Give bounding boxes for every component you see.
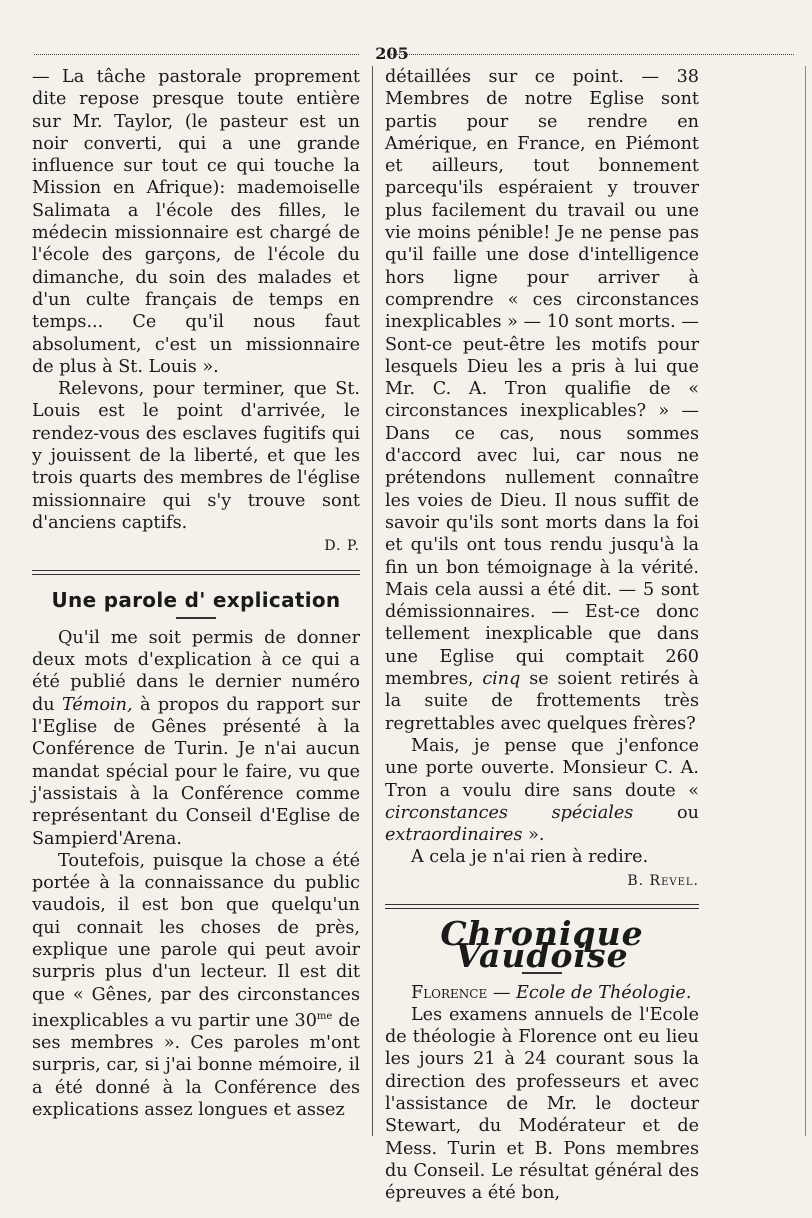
paragraph [385,982,699,1004]
text-run: se soient retirés à la suite de frottements très regrettables avec quelques frères? [385,669,700,734]
place-name: Florence [411,982,488,1003]
page-edge-rule [805,66,806,1136]
italic-text: cinq [482,669,521,690]
superscript: me [316,1010,333,1022]
signature: D. P. [324,538,360,555]
text-run: Toutefois, puisque la chose a été portée à la connaissance du public vaudois, il est bon que quelqu'un qui connait les choses de près, explique une parole qui peut avoir surpris plus d'un lecteur. Il est dit que « Gênes, par des circonstances inexplicables a vu partir une 30 [32,850,360,1031]
section-title: Une parole d' explication [51,587,341,612]
right-column [385,66,699,1205]
signature: B. Revel. [627,872,699,889]
paragraph: Relevons, pour terminer, que St. Louis est le point d'arrivée, le rendez-vous des esclaves fugitifs qui y jouissent de la liberté, et que les trois quarts des membres de l'église missionnaire qui s'y trouve sont d'anciens captifs. [32,379,360,533]
text-run: Mais, je pense que j'enfonce une porte ouverte. Monsieur C. A. Tron a voulu dire sans doute « [385,735,699,801]
page-header [34,44,794,64]
paragraph: A cela je n'ai rien à redire. [411,847,649,868]
text-run: Qu'il me soit permis de donner deux mots d'explication à ce qui a été publié dans le dernier numéro du [32,627,360,715]
header-rule-right [389,54,794,55]
signature-line [385,869,699,892]
title-underline [176,617,216,619]
text-run: ». [522,825,545,846]
text-run: détaillées sur ce point. — 38 Membres de notre Eglise sont partis pour se rendre en Amérique, en France, en Piémont et ailleurs, tout bonnement parcequ'ils espéraient y trouver plus facilement du travail ou une vie moins pénible! Je ne pense pas qu'il faille une dose d'intelligence hors ligne pour arriver à comprendre « ces circonstances inexplicables » — 10 sont morts. — Sont-ce peut-être les motifs pour lesquels Dieu les a pris à lui que Mr. C. A. Tron qualifie de « circonstances inexplicables? » — Dans ce cas, nous sommes d'accord avec lui, car nous ne prétendons nullement connaître les voies de Dieu. Il nous suffit de savoir qu'ils sont morts dans la foi et qu'ils ont tous rendu jusqu'à la fin un bon témoignage à la vérité. Mais cela aussi a été dit. — 5 sont démissionnaires. — Est-ce donc tellement inexplicable que dans une Eglise qui comptait 260 membres, [385,67,699,690]
section-separator [32,570,360,575]
italic-text: circonstances spéciales [385,802,634,823]
header-rule-left [34,54,359,55]
left-column [32,66,360,1121]
italic-text: Témoin, [61,694,133,715]
page-number: 205 [375,44,409,63]
paragraph [32,850,360,1121]
paragraph [385,735,699,846]
italic-text: Ecole de Théologie. [516,982,692,1003]
chronique-title: Chronique Vaudoise [440,913,644,976]
italic-text: extraordinaires [385,825,523,846]
text-run: de ses membres ». Ces paroles m'ont surpris, car, si j'ai bonne mémoire, il a été donné à la Conférence des explications assez longues et assez [32,1010,360,1120]
paragraph: — La tâche pastorale proprement dite repose presque toute entière sur Mr. Taylor, (le pasteur est un noir converti, qui a une grande influence sur tout ce qui touche la Mission en Afrique): mademoiselle Salimata a l'école des filles, le médecin missionnaire est chargé de l'école des garçons, de l'école du dimanche, du soin des malades et d'un culte français de temps en temps... Ce qu'il nous faut absolument, c'est un missionnaire de plus à St. Louis ». [32,67,360,377]
paragraph [385,66,699,735]
paragraph: Les examens annuels de l'Ecole de théologie à Florence ont eu lieu les jours 21 à 24 courant sous la direction des professeurs et avec l'assistance de Mr. le docteur Stewart, du Modérateur et de Mess. Turin et B. Pons membres du Conseil. Le résultat général des épreuves a été bon, [385,1004,699,1204]
column-divider [372,66,373,1136]
signature-line [32,534,360,557]
text-run: — [487,982,517,1003]
paragraph [32,627,360,850]
text-run: à propos du rapport sur l'Eglise de Gênes présenté à la Conférence de Turin. Je n'ai aucun mandat spécial pour le faire, vu que j'assistais à la Conférence comme représentant du Conseil d'Eglise de Sampierd'Arena. [32,694,361,849]
section-separator [385,904,699,909]
text-run: ou [633,802,699,823]
